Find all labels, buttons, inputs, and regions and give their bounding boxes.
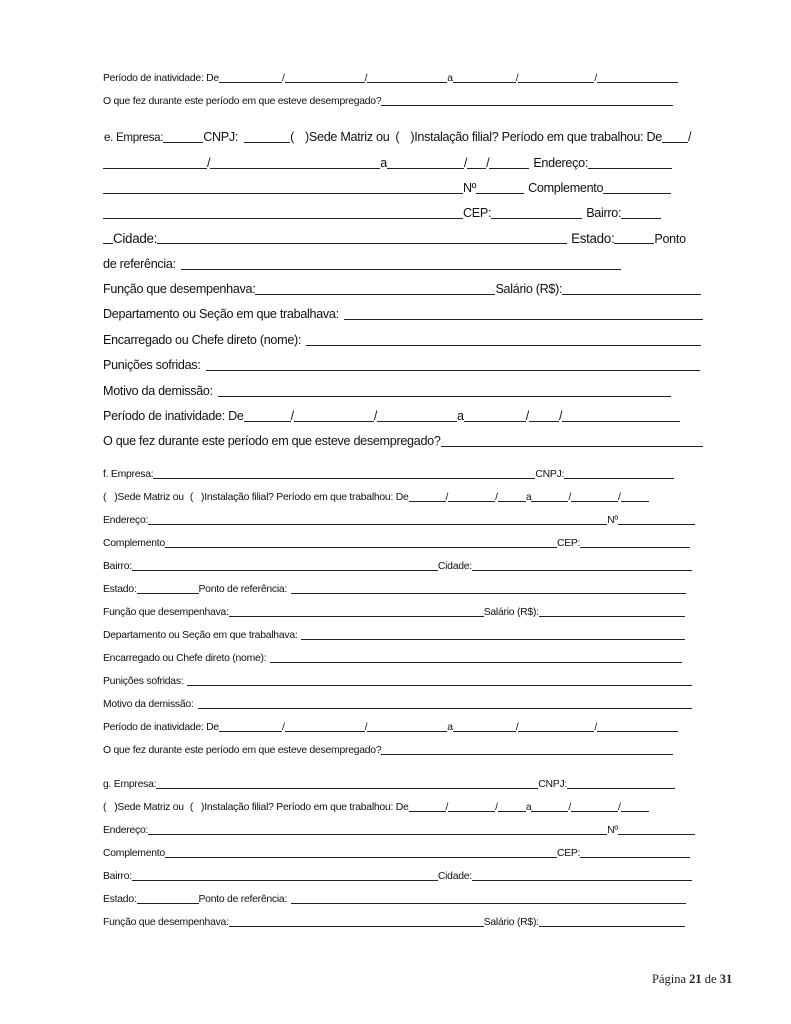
estado-blank[interactable] <box>137 902 199 904</box>
numero-label: Nº <box>463 181 477 195</box>
f-endereco-row <box>103 516 695 526</box>
date-range-connector: a <box>525 802 532 813</box>
e-referencia-row <box>103 258 621 271</box>
date-month-blank[interactable] <box>571 500 618 502</box>
funcao-blank[interactable] <box>229 925 484 927</box>
field-label: O que fez durante este período em que esteve desempregado? <box>103 96 382 107</box>
desempregado-row <box>103 97 673 107</box>
date-year-blank[interactable] <box>498 810 526 812</box>
numero-blank[interactable] <box>618 833 695 835</box>
e-numero-row <box>103 182 671 195</box>
checkbox-sede-open[interactable]: ( <box>103 802 107 813</box>
date-month-blank[interactable] <box>285 730 365 732</box>
punicoes-label: Punições sofridas: <box>103 676 184 687</box>
ponto-blank[interactable] <box>291 902 686 904</box>
date-separator: / <box>486 156 490 170</box>
desempregado-blank[interactable] <box>441 445 703 447</box>
referencia-blank[interactable] <box>181 268 621 270</box>
cnpj-blank[interactable] <box>244 141 290 143</box>
complemento-blank[interactable] <box>165 546 557 548</box>
e-cidade-row <box>103 232 686 245</box>
g-endereco-row <box>103 826 695 836</box>
e-departamento-row <box>103 308 703 321</box>
f-empresa-row <box>103 470 674 480</box>
e-funcao-row <box>103 283 701 296</box>
motivo-label: Motivo da demissão: <box>103 384 213 398</box>
g-empresa-row <box>103 780 675 790</box>
date-month-blank[interactable] <box>103 167 207 169</box>
page-label: Página <box>652 972 687 986</box>
date-year-blank[interactable] <box>377 420 457 422</box>
date-day-blank[interactable] <box>219 730 282 732</box>
f-inatividade-row <box>103 723 678 733</box>
cidade-label: Cidade: <box>437 561 472 572</box>
motivo-blank[interactable] <box>198 707 692 709</box>
motivo-label: Motivo da demissão: <box>103 699 194 710</box>
date-year-blank[interactable] <box>597 81 678 83</box>
date-separator: / <box>207 156 211 170</box>
cep-blank[interactable] <box>580 856 690 858</box>
salario-label: Salário (R$): <box>483 917 539 928</box>
encarregado-blank[interactable] <box>306 344 701 346</box>
bairro-label: Bairro: <box>103 561 132 572</box>
estado-label: Estado: <box>571 231 615 246</box>
cep-label: CEP: <box>463 206 492 220</box>
date-separator: / <box>558 409 563 423</box>
departamento-label: Departamento ou Seção em que trabalhava: <box>103 307 339 321</box>
date-year-blank[interactable] <box>621 810 649 812</box>
punicoes-label: Punições sofridas: <box>103 358 201 372</box>
departamento-blank[interactable] <box>301 638 685 640</box>
field-label: Período de inatividade: De <box>103 73 219 84</box>
checkbox-filial-open[interactable]: ( <box>189 802 194 813</box>
f-funcao-row <box>103 608 685 618</box>
date-year-blank[interactable] <box>498 500 526 502</box>
cep-label: CEP: <box>556 538 581 549</box>
date-separator: / <box>568 802 571 813</box>
g-funcao-row <box>103 918 685 928</box>
date-separator: / <box>281 73 285 84</box>
endereco-blank[interactable] <box>148 833 607 835</box>
text-blank[interactable] <box>381 104 673 106</box>
bairro-blank[interactable] <box>132 879 438 881</box>
punicoes-blank[interactable] <box>206 369 700 371</box>
date-day-blank[interactable] <box>531 500 568 502</box>
date-month-blank[interactable] <box>518 81 594 83</box>
date-separator: / <box>495 492 498 503</box>
inatividade-label: Período de inatividade: De <box>103 409 244 423</box>
salario-blank[interactable] <box>539 615 685 617</box>
date-separator: / <box>617 802 621 813</box>
f-motivo-row <box>103 700 692 710</box>
salario-blank[interactable] <box>539 925 685 927</box>
date-separator: / <box>281 722 285 733</box>
motivo-blank[interactable] <box>218 395 671 397</box>
e-desempregado-row <box>103 435 703 448</box>
endereco-label: Endereço: <box>533 156 589 170</box>
date-year-blank[interactable] <box>597 730 678 732</box>
date-month-blank[interactable] <box>285 81 365 83</box>
f-departamento-row <box>103 631 685 641</box>
empresa-blank[interactable] <box>156 787 538 789</box>
date-range-connector: a <box>447 722 453 733</box>
salario-label: Salário (R$): <box>495 282 563 296</box>
cep-blank[interactable] <box>491 217 582 219</box>
f-bairro-row <box>103 562 692 572</box>
date-range-connector: a <box>525 492 532 503</box>
date-month-blank[interactable] <box>448 500 495 502</box>
cnpj-label: CNPJ: <box>538 779 568 790</box>
e-punicoes-row <box>103 359 700 372</box>
inatividade-row <box>103 74 678 84</box>
cidade-label: Cidade: <box>113 231 158 246</box>
e-inatividade-row <box>103 410 680 423</box>
date-separator: / <box>445 802 449 813</box>
desempregado-label: O que fez durante este período em que esteve desempregado? <box>103 745 382 756</box>
date-month-blank[interactable] <box>448 810 495 812</box>
complemento-blank[interactable] <box>103 217 463 219</box>
date-year-blank[interactable] <box>562 420 680 422</box>
filial-label: )Instalação filial? Período em que trabalhou: De <box>201 802 409 813</box>
date-day-blank[interactable] <box>219 81 282 83</box>
date-day-blank[interactable] <box>409 500 446 502</box>
page-number <box>652 972 732 987</box>
date-separator: / <box>515 722 519 733</box>
endereco-label: Endereço: <box>103 515 149 526</box>
date-year-blank[interactable] <box>367 81 447 83</box>
numero-blank[interactable] <box>476 192 524 194</box>
ponto-label: Ponto <box>654 231 686 246</box>
g-complemento-row <box>103 849 690 859</box>
ponto-label: Ponto de referência: <box>198 894 288 905</box>
salario-blank[interactable] <box>562 293 701 295</box>
date-day-blank[interactable] <box>244 420 291 422</box>
date-day-blank[interactable] <box>531 810 568 812</box>
endereco-label: Endereço: <box>103 825 149 836</box>
funcao-label: Função que desempenhava: <box>103 917 229 928</box>
endereco-blank[interactable] <box>103 192 463 194</box>
date-month-blank[interactable] <box>518 730 594 732</box>
empresa-label: f. Empresa: <box>103 469 154 480</box>
sede-label: )Sede Matriz ou <box>114 802 184 813</box>
salario-label: Salário (R$): <box>483 607 539 618</box>
funcao-label: Função que desempenhava: <box>103 607 229 618</box>
complemento-label: Complemento <box>103 538 165 549</box>
empresa-blank[interactable] <box>163 141 203 143</box>
date-separator: / <box>594 73 598 84</box>
date-day-blank[interactable] <box>387 167 464 169</box>
ponto-blank[interactable] <box>291 592 686 594</box>
bairro-blank[interactable] <box>132 569 438 571</box>
date-range-connector: a <box>447 73 453 84</box>
date-day-blank[interactable] <box>453 81 516 83</box>
date-year-blank[interactable] <box>210 167 380 169</box>
endereco-blank[interactable] <box>148 523 607 525</box>
funcao-blank[interactable] <box>255 293 495 295</box>
filial-label: )Instalação filial? Período em que trabalhou: De <box>410 130 662 144</box>
numero-blank[interactable] <box>618 523 695 525</box>
punicoes-blank[interactable] <box>187 684 692 686</box>
ponto-label: Ponto de referência: <box>198 584 288 595</box>
estado-label: Estado: <box>103 894 137 905</box>
cidade-blank[interactable] <box>472 569 692 571</box>
encarregado-label: Encarregado ou Chefe direto (nome): <box>103 333 302 347</box>
date-separator: / <box>290 409 294 423</box>
e-motivo-row <box>103 385 671 398</box>
cnpj-blank[interactable] <box>564 477 674 479</box>
cidade-blank[interactable] <box>157 242 567 244</box>
total-pages: 31 <box>719 972 733 986</box>
date-month-blank[interactable] <box>571 810 618 812</box>
f-sede-row <box>103 493 649 503</box>
estado-label: Estado: <box>103 584 137 595</box>
date-month-blank[interactable] <box>294 420 374 422</box>
f-punicoes-row <box>103 677 692 687</box>
funcao-label: Função que desempenhava: <box>103 282 256 296</box>
date-separator: / <box>594 722 598 733</box>
g-estado-row <box>103 895 686 905</box>
estado-blank[interactable] <box>614 242 654 244</box>
empresa-label: e. Empresa: <box>104 131 164 144</box>
g-sede-row <box>103 803 649 813</box>
date-day-blank[interactable] <box>409 810 446 812</box>
checkbox-sede-open[interactable]: ( <box>290 130 295 144</box>
current-page: 21 <box>689 972 702 986</box>
encarregado-blank[interactable] <box>270 661 682 663</box>
sede-label: )Sede Matriz ou <box>114 492 184 503</box>
checkbox-filial-open[interactable]: ( <box>395 130 400 144</box>
f-encarregado-row <box>103 654 682 664</box>
sede-label: )Sede Matriz ou <box>305 130 390 144</box>
checkbox-sede-open[interactable]: ( <box>103 492 107 503</box>
e-empresa-row <box>104 131 691 144</box>
complemento-label: Complemento <box>528 181 604 195</box>
checkbox-filial-open[interactable]: ( <box>189 492 194 503</box>
date-separator: / <box>617 492 621 503</box>
f-desempregado-row <box>103 746 673 756</box>
referencia-label: de referência: <box>103 257 176 271</box>
date-separator: / <box>525 409 529 423</box>
date-separator: / <box>687 130 692 144</box>
bairro-blank[interactable] <box>621 217 661 219</box>
date-year-blank[interactable] <box>489 167 529 169</box>
bairro-label: Bairro: <box>586 206 622 220</box>
empresa-blank[interactable] <box>153 477 535 479</box>
e-cep-row <box>103 207 661 220</box>
date-separator: / <box>364 722 368 733</box>
desempregado-blank[interactable] <box>381 753 673 755</box>
cep-blank[interactable] <box>580 546 690 548</box>
date-separator: / <box>495 802 498 813</box>
bairro-blank[interactable] <box>103 242 113 244</box>
date-year-blank[interactable] <box>367 730 447 732</box>
date-separator: / <box>568 492 571 503</box>
date-day-blank[interactable] <box>662 141 688 143</box>
complemento-blank[interactable] <box>165 856 557 858</box>
inatividade-label: Período de inatividade: De <box>103 722 219 733</box>
cidade-blank[interactable] <box>472 879 692 881</box>
date-separator: / <box>463 156 468 170</box>
desempregado-label: O que fez durante este período em que esteve desempregado? <box>103 434 441 448</box>
cnpj-label: CNPJ: <box>535 469 565 480</box>
g-bairro-row <box>103 872 692 882</box>
page-of-label: de <box>704 972 717 986</box>
funcao-blank[interactable] <box>229 615 484 617</box>
f-complemento-row <box>103 539 690 549</box>
date-day-blank[interactable] <box>453 730 516 732</box>
numero-label: Nº <box>607 825 618 836</box>
date-separator: / <box>515 73 519 84</box>
date-day-blank[interactable] <box>464 420 526 422</box>
departamento-label: Departamento ou Seção em que trabalhava: <box>103 630 298 641</box>
cidade-label: Cidade: <box>437 871 472 882</box>
e-encarregado-row <box>103 334 701 347</box>
filial-label: )Instalação filial? Período em que trabalhou: De <box>201 492 409 503</box>
complemento-blank[interactable] <box>603 192 671 194</box>
cep-label: CEP: <box>556 848 581 859</box>
complemento-label: Complemento <box>103 848 165 859</box>
date-range-connector: a <box>457 409 464 423</box>
departamento-blank[interactable] <box>344 318 703 320</box>
e-periodo-row <box>103 157 672 170</box>
date-month-blank[interactable] <box>467 167 486 169</box>
cnpj-label: CNPJ: <box>203 130 239 144</box>
endereco-blank[interactable] <box>588 167 672 169</box>
date-separator: / <box>364 73 368 84</box>
estado-blank[interactable] <box>137 592 199 594</box>
cnpj-blank[interactable] <box>567 787 675 789</box>
bairro-label: Bairro: <box>103 871 132 882</box>
date-year-blank[interactable] <box>621 500 649 502</box>
date-separator: / <box>445 492 449 503</box>
date-month-blank[interactable] <box>529 420 559 422</box>
date-separator: / <box>373 409 378 423</box>
encarregado-label: Encarregado ou Chefe direto (nome): <box>103 653 267 664</box>
date-range-connector: a <box>380 156 387 170</box>
f-estado-row <box>103 585 686 595</box>
empresa-label: g. Empresa: <box>103 779 157 790</box>
numero-label: Nº <box>607 515 618 526</box>
